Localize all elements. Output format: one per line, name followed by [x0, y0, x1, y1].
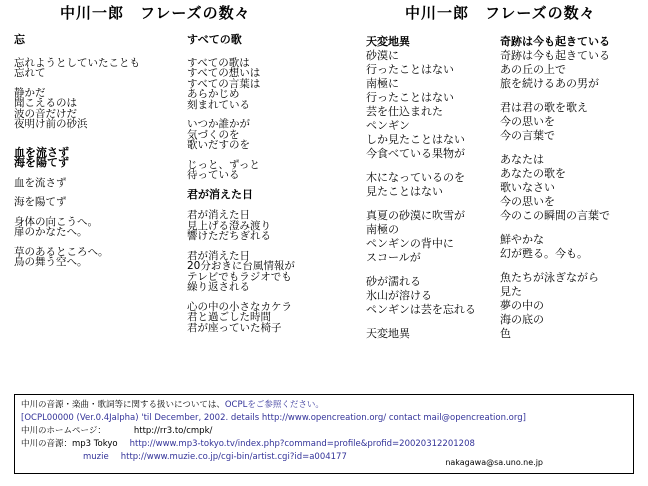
- footer-notice-row: [21, 399, 627, 412]
- phrase-line: あなたの歌を: [500, 167, 566, 180]
- phrase-line: すべての言葉は: [187, 77, 261, 90]
- phrase-line: 血を流さず: [14, 145, 69, 159]
- phrase-stanza: [14, 247, 174, 268]
- phrase-line: 心の中の小さなカケラ: [187, 300, 292, 313]
- phrase-stanza: [500, 153, 640, 223]
- column-heading: 天変地異: [366, 35, 410, 48]
- phrase-line: あらかじめ: [187, 88, 240, 100]
- phrase-line: すべての想いは: [187, 67, 261, 79]
- phrase-line: あの丘の上で: [500, 63, 566, 76]
- phrase-stanza: [366, 327, 496, 341]
- phrase-line: 君が消えた日: [187, 209, 250, 221]
- phrase-stanza: [500, 271, 640, 341]
- phrase-column-1: [14, 35, 174, 277]
- phrase-line: テレビでもラジオでも: [187, 270, 292, 283]
- phrase-line: あなたは: [500, 153, 544, 166]
- phrase-line: 海を陽てず: [14, 196, 67, 208]
- phrase-column-3: [366, 35, 496, 351]
- phrase-line: 血を流さず: [14, 176, 67, 189]
- phrase-line: 南極の: [366, 223, 399, 236]
- phrase-stanza: [366, 275, 496, 317]
- phrase-line: 行ったことはない: [366, 91, 454, 104]
- phrase-line: 今食べている果物が: [366, 147, 465, 160]
- homepage-link[interactable]: http://rr3.to/cmpk/: [133, 426, 213, 436]
- phrase-line: 色: [500, 327, 511, 340]
- phrase-line: 南極に: [366, 77, 399, 90]
- homepage-row: [21, 425, 627, 438]
- column-heading: 奇跡は今も起きている: [500, 35, 610, 48]
- phrase-stanza: [187, 58, 337, 111]
- phrase-line: 天変地異: [366, 327, 410, 340]
- phrase-line: 砂漠に: [366, 49, 399, 62]
- phrase-line: 見たことはない: [366, 185, 443, 198]
- phrase-line: ペンギンは芸を忘れる: [366, 303, 476, 316]
- phrase-line: 歌いだすのを: [187, 139, 250, 151]
- phrase-line: 忘れようとしていたことも: [14, 56, 140, 69]
- phrase-line: 今の思いを: [500, 195, 555, 208]
- phrase-line: 奇跡は今も起きている: [500, 49, 610, 62]
- phrase-line: すべての歌は: [187, 56, 250, 69]
- phrase-line: 旅を続けるあの男が: [500, 77, 599, 90]
- phrase-line: 行ったことはない: [366, 63, 454, 76]
- phrase-stanza: [14, 197, 174, 208]
- phrase-line: 刻まれている: [187, 98, 250, 111]
- phrase-line: 夢の中の: [500, 299, 544, 312]
- phrase-line: ペンギン: [366, 119, 410, 132]
- phrase-line: 気づくのを: [187, 128, 240, 141]
- phrase-line: 静かだ: [14, 86, 46, 99]
- phrase-stanza: [14, 58, 174, 79]
- phrase-stanza: [366, 49, 496, 161]
- phrase-line: 海の底の: [500, 313, 544, 326]
- phrase-line: 身体の向こうへ。: [14, 215, 98, 228]
- column-heading: すべての歌: [187, 33, 242, 46]
- page-title-left: 中川一郎 フレーズの数々: [60, 4, 251, 22]
- phrase-line: 忘れて: [14, 67, 46, 79]
- phrase-stanza: [14, 178, 174, 189]
- phrase-stanza: [14, 145, 174, 169]
- muzie-label[interactable]: muzie: [83, 452, 109, 462]
- phrase-line: 真夏の砂漠に吹雪が: [366, 209, 465, 222]
- phrase-line: ペンギンの背中に: [366, 237, 454, 250]
- phrase-stanza: [187, 119, 337, 151]
- phrase-line: 幻が甦る。今も。: [500, 247, 588, 260]
- phrase-stanza: [500, 233, 640, 261]
- phrase-line: 20分おきに台風情報が: [187, 260, 295, 272]
- mp3-row: [21, 438, 627, 451]
- phrase-line: 扉のかなたへ。: [14, 226, 88, 238]
- phrase-line: 魚たちが泳ぎながら: [500, 271, 599, 284]
- phrase-column-4: [500, 35, 640, 351]
- phrase-line: 氷山が溶ける: [366, 289, 432, 302]
- phrase-line: 響けただちぎれる: [187, 230, 271, 242]
- phrase-line: 見上げる澄み渡り: [187, 219, 271, 232]
- phrase-line: 君は君の歌を歌え: [500, 101, 588, 114]
- column-heading: 忘: [14, 33, 25, 46]
- phrase-stanza: [500, 49, 640, 91]
- phrase-line: 木になっているのを: [366, 171, 465, 184]
- phrase-line: 聞こえるのは: [14, 97, 77, 109]
- sources-label: 中川の音源：mp3 Tokyo: [21, 439, 118, 449]
- phrase-line: じっと、ずっと: [187, 158, 260, 171]
- phrase-column-2: [187, 35, 337, 342]
- phrase-line: 今の思いを: [500, 115, 555, 128]
- phrase-stanza: [187, 251, 337, 293]
- column-subheading: 君が消えた日: [187, 187, 253, 201]
- email-address[interactable]: nakagawa@sa.uno.ne.jp: [445, 458, 543, 467]
- phrase-line: 草のあるところへ。: [14, 245, 109, 258]
- phrase-stanza: [14, 217, 174, 238]
- phrase-line: 待っている: [187, 169, 240, 181]
- phrase-line: 見た: [500, 285, 522, 298]
- phrase-line: スコールが: [366, 251, 421, 264]
- phrase-stanza: [500, 101, 640, 143]
- ocpl-link[interactable]: OCPLをご参照ください。: [224, 400, 324, 410]
- phrase-line: 今のこの瞬間の言葉で: [500, 209, 610, 222]
- phrase-line: 鳥の舞う空へ。: [14, 256, 88, 268]
- phrase-line: 繰り返される: [187, 281, 250, 293]
- phrase-stanza: [366, 171, 496, 199]
- page-title-right: 中川一郎 フレーズの数々: [405, 4, 596, 22]
- phrase-line: しか見たことはない: [366, 133, 465, 146]
- phrase-stanza: [366, 209, 496, 265]
- phrase-stanza: [14, 88, 174, 130]
- homepage-label: 中川のホームページ：: [21, 426, 106, 436]
- ocpl-line[interactable]: [OCPL00000 (Ver.0.4Jalpha) 'til December, 2002. details http://www.opencreation.org/ contact mail@opencreation.org]: [21, 413, 526, 423]
- phrase-line: いつか誰かが: [187, 118, 250, 130]
- phrase-line: 鮮やかな: [500, 233, 544, 246]
- footer-box: [14, 394, 634, 474]
- phrase-line: 海を陽てず: [14, 156, 69, 169]
- phrase-line: 君が座っていた椅子: [187, 321, 282, 334]
- phrase-line: 砂が濡れる: [366, 275, 421, 288]
- footer-notice: 中川の音源・楽曲・歌詞等に関する扱いについては、: [21, 400, 225, 410]
- phrase-line: 夜明け前の砂浜: [14, 118, 88, 130]
- phrase-line: 芸を仕込まれた: [366, 105, 443, 118]
- phrase-line: 君と過ごした時間: [187, 311, 271, 323]
- phrase-stanza: [187, 210, 337, 242]
- phrase-line: 波の音だけだ: [14, 107, 77, 120]
- phrase-line: 歌いなさい: [500, 181, 555, 194]
- phrase-line: 今の言葉で: [500, 129, 555, 142]
- mp3-tokyo-link[interactable]: http://www.mp3-tokyo.tv/index.php?command=profile&profid=20020312201208: [129, 439, 475, 449]
- phrase-stanza: [187, 160, 337, 181]
- phrase-stanza: [187, 302, 337, 334]
- phrase-line: 君が消えた日: [187, 249, 250, 262]
- muzie-link[interactable]: http://www.muzie.co.jp/cgi-bin/artist.cgi?id=a004177: [120, 452, 347, 462]
